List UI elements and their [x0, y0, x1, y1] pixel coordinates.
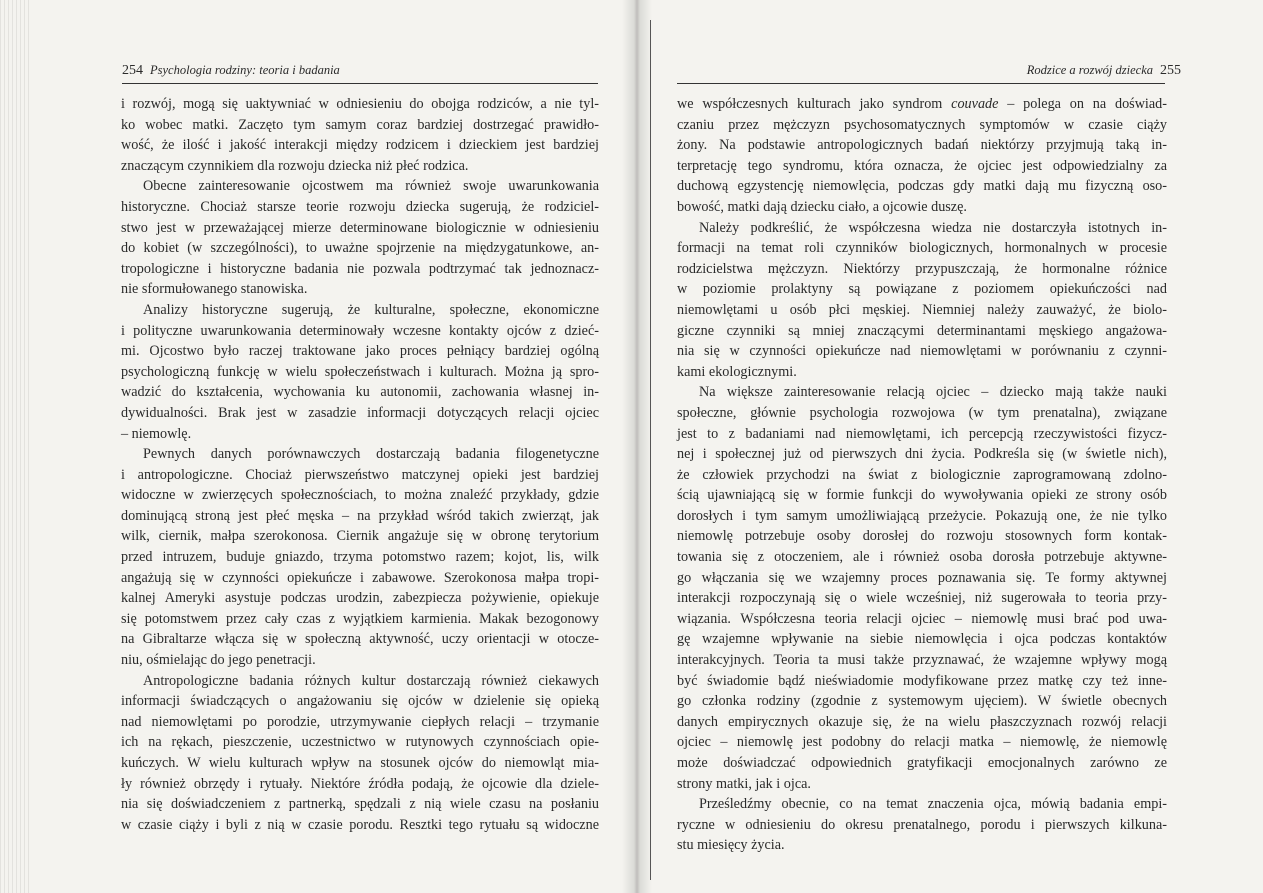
- text-line: dywidualności. Brak jest w zasadzie informacji dotyczących relacji ojciec: [121, 404, 599, 421]
- text-line: dominującą stroną jest płeć męska – na przykład wśród takich zwierząt, jak: [121, 507, 599, 524]
- text-line: nad niemowlętami po porodzie, utrzymywanie ciepłych relacji – trzymanie: [121, 713, 599, 730]
- text-line: kami ekologicznymi.: [677, 363, 797, 380]
- text-line: Antropologiczne badania różnych kultur dostarczają również ciekawych: [143, 672, 599, 689]
- text-line: terpretację tego syndromu, która oznacza, że ojciec jest odpowiedzialny za: [677, 157, 1167, 174]
- text-line: wość, że ilość i jakość interakcji między rodzicem i dzieckiem jest bardziej: [121, 137, 599, 154]
- text-line: kalnej Ameryki asystuje podczas urodzin, zabezpiecza pożywienie, opiekuje: [121, 590, 599, 607]
- text-line: nej i społecznej już od pierwszych dni życia. Podkreśla się (w świetle nich),: [677, 446, 1167, 463]
- text-line: historyczne. Chociaż starsze teorie rozwoju dziecka sugerują, że rodziciel-: [121, 198, 599, 215]
- right-body-text: [677, 94, 1167, 856]
- text-line: angażują się w czynności opiekuńcze i zabawowe. Szerokonosa małpa tropi-: [121, 569, 599, 586]
- text-line: ko wobec matki. Zaczęto tym samym coraz bardziej dostrzegać prawidło-: [121, 116, 599, 133]
- text-line: Na większe zainteresowanie relacją ojciec – dziecko mają także nauki: [699, 384, 1167, 401]
- text-line: mi. Ojcostwo było raczej traktowane jako proces pełniący bardziej ogólną: [121, 343, 599, 360]
- text-line: Prześledźmy obecnie, co na temat znaczenia ojca, mówią badania empi-: [699, 796, 1167, 813]
- text-line: interakcyjnych. Teoria ta musi także przyznawać, że wzajemne wpływy mogą: [677, 652, 1167, 669]
- text-line: społeczne, głównie psychologia rozwojowa (w tym prenatalna), związane: [677, 404, 1167, 421]
- header-rule-right: [677, 83, 1165, 84]
- text-line: towania się z otoczeniem, ale i również osoba dorosła potrzebuje aktywne-: [677, 549, 1167, 566]
- text-line: duchową egzystencję niemowlęcia, podczas gdy matki dają mu fizyczną oso-: [677, 178, 1167, 195]
- page-number-right: 255: [1160, 63, 1181, 78]
- text-line: żony. Na podstawie antropologicznych badań niektórzy przyjmują taką in-: [677, 137, 1167, 154]
- text-line: czaniu przez mężczyzn psychosomatycznych symptomów w czasie ciąży: [677, 116, 1167, 133]
- italic-term: couvade: [951, 96, 999, 112]
- text-line: nia się doświadczeniem z partnerką, spędzali z nią wiele czasu na posłaniu: [121, 796, 599, 813]
- text-line: nia się w czynności opiekuńcze nad niemowlętami w porównaniu z czynni-: [677, 343, 1167, 360]
- text-line: strony matki, jak i ojca.: [677, 775, 811, 792]
- left-body-text: [121, 94, 599, 835]
- text-line: Obecne zainteresowanie ojcostwem ma również swoje uwarunkowania: [143, 178, 599, 195]
- running-title-right: Rodzice a rozwój dziecka: [1026, 63, 1153, 77]
- text-line: może doświadczać odpowiednich gratyfikacji emocjonalnych zarówno ze: [677, 755, 1167, 771]
- text-line: że człowiek przychodzi na świat z biologicznie zaprogramowaną zdolno-: [677, 466, 1167, 483]
- text-line: formacji na temat roli czynników biologicznych, hormonalnych w procesie: [677, 240, 1167, 257]
- text-line: wilk, ciernik, małpa szerokonosa. Ciernik angażuje się w obronę terytorium: [121, 528, 599, 545]
- page-number-left: 254: [122, 63, 143, 78]
- text-line: informacji świadczących o angażowaniu się ojców w dzielenie się opieką: [121, 693, 599, 710]
- text-line: giczne czynniki są mniej znaczącymi determinantami męskiego angażowa-: [677, 322, 1167, 339]
- text-line: stwo jest w przeważającej mierze determinowane biologicznie w odniesieniu: [121, 219, 599, 236]
- text-line: na Gibraltarze włącza się w społeczną aktywność, uczy orientacji w otocze-: [121, 631, 599, 648]
- running-title-left: Psychologia rodziny: teoria i badania: [150, 63, 340, 77]
- text-line: w poziomie prolaktyny są powiązane z poziomem opiekuńczości nad: [677, 281, 1167, 298]
- text-line: Należy podkreślić, że współczesna wiedza nie dostarczyła istotnych in-: [699, 219, 1167, 236]
- text-line: do kobiet (w szczególności), to uważne spojrzenie na międzygatunkowe, an-: [121, 240, 599, 257]
- text-line: i polityczne uwarunkowania determinowały wczesne kontakty ojców z dzieć-: [121, 322, 599, 339]
- text-line: psychologiczną funkcję w wielu społeczeństwach i kulturach. Można ją spro-: [121, 363, 599, 380]
- left-page: [0, 0, 631, 893]
- text-line: Pewnych danych porównawczych dostarczają badania filogenetyczne: [143, 446, 599, 463]
- text-line: wiązania. Współczesna teoria relacji ojciec – niemowlę musi brać pod uwa-: [677, 610, 1167, 627]
- text-line: rodzicielstwa mężczyzn. Niektórzy przypuszczają, że hormonalne różnice: [677, 260, 1167, 277]
- text-line: – niemowlę.: [121, 425, 192, 442]
- text-line: gę wzajemne wpływanie na siebie niemowlęcia i ojca podczas kontaktów: [677, 631, 1167, 648]
- text-line: w czasie ciąży i byli z nią w czasie porodu. Resztki tego rytuału są widoczne: [121, 816, 599, 833]
- right-running-header: [1027, 63, 1181, 79]
- text-line: i antropologiczne. Chociaż pierwszeństwo matczynej opieki jest bardziej: [121, 466, 599, 483]
- text-line: go włączania się we wzajemny proces poznawania się. Te formy aktywnej: [677, 569, 1167, 586]
- text-line: Analizy historyczne sugerują, że kulturalne, społeczne, ekonomiczne: [143, 301, 599, 318]
- text-line: we współczesnych kulturach jako syndrom couvade – polega on na doświad-: [677, 96, 1167, 112]
- text-line: widoczne w zwierzęcych społecznościach, to można znaleźć przykłady, gdzie: [121, 487, 599, 504]
- text-line: ryczne w odniesieniu do okresu prenatalnego, porodu i pierwszych kilkuna-: [677, 816, 1167, 833]
- left-running-header: [122, 63, 340, 79]
- text-line: i rozwój, mogą się uaktywniać w odniesieniu do obojga rodziców, a nie tyl-: [121, 96, 599, 112]
- text-line: go członka rodziny (zgodnie z systemowym ujęciem). W świetle obecnych: [677, 693, 1167, 710]
- text-line: ścią ujawniającą się w formie funkcji do wywoływania opieki ze strony osób: [677, 487, 1167, 504]
- text-line: niemowlętami u osób płci męskiej. Niemniej należy zauważyć, że biolo-: [677, 301, 1167, 318]
- text-line: interakcji rozpoczynają się o wiele wcześniej, niż sugerowała to teoria przy-: [677, 590, 1167, 607]
- right-page: [632, 0, 1263, 893]
- text-line: ich na rękach, pieszczenie, uczestnictwo w rutynowych czynnościach opie-: [121, 734, 599, 751]
- text-line: dorosłych i tym samym umożliwiającą przeżycie. Pokazują one, że nie tylko: [677, 507, 1167, 524]
- text-line: przed intruzem, buduje gniazdo, trzyma potomstwo razem; kojot, lis, wilk: [121, 549, 599, 566]
- text-line: tropologiczne i historyczne badania nie pozwala podtrzymać tak jednoznacz-: [121, 260, 599, 277]
- text-line: kuńczych. W wielu kulturach wpływ na stosunek ojców do niemowląt mia-: [121, 755, 599, 771]
- text-line: danych empirycznych okazuje się, że na wielu płaszczyznach rozwój relacji: [677, 713, 1167, 730]
- text-line: się potomstwem przez cały czas z wyjątkiem karmienia. Makak bezogonowy: [121, 610, 599, 627]
- text-line: bowość, matki dają dziecku ciało, a ojcowie duszę.: [677, 198, 967, 215]
- text-line: jest to z badaniami nad niemowlętami, ich percepcją rzeczywistości fizycz-: [677, 425, 1167, 442]
- text-line: ojciec – niemowlę jest podobny do relacji matka – niemowlę, że niemowlę: [677, 734, 1167, 751]
- text-line: stu miesięcy życia.: [677, 837, 785, 854]
- text-line: nie sformułowanego stanowiska.: [121, 281, 308, 298]
- header-rule-left: [122, 83, 598, 84]
- text-line: być świadomie bądź nieświadomie modyfikowane przez matkę czy też inne-: [677, 672, 1167, 689]
- text-line: wadzić do kształcenia, wychowania ku autonomii, zachowania własnej in-: [121, 384, 599, 401]
- text-line: niu, ośmielając do jego penetracji.: [121, 652, 316, 669]
- text-line: ły również obrzędy i rytuały. Niektóre źródła podają, że ojcowie dla dziele-: [121, 775, 599, 792]
- text-line: niemowlę potrzebuje osoby dorosłej do rozwoju stosownych form kontak-: [677, 528, 1167, 545]
- text-line: znaczącym czynnikiem dla rozwoju dziecka niż płeć rodzica.: [121, 157, 469, 174]
